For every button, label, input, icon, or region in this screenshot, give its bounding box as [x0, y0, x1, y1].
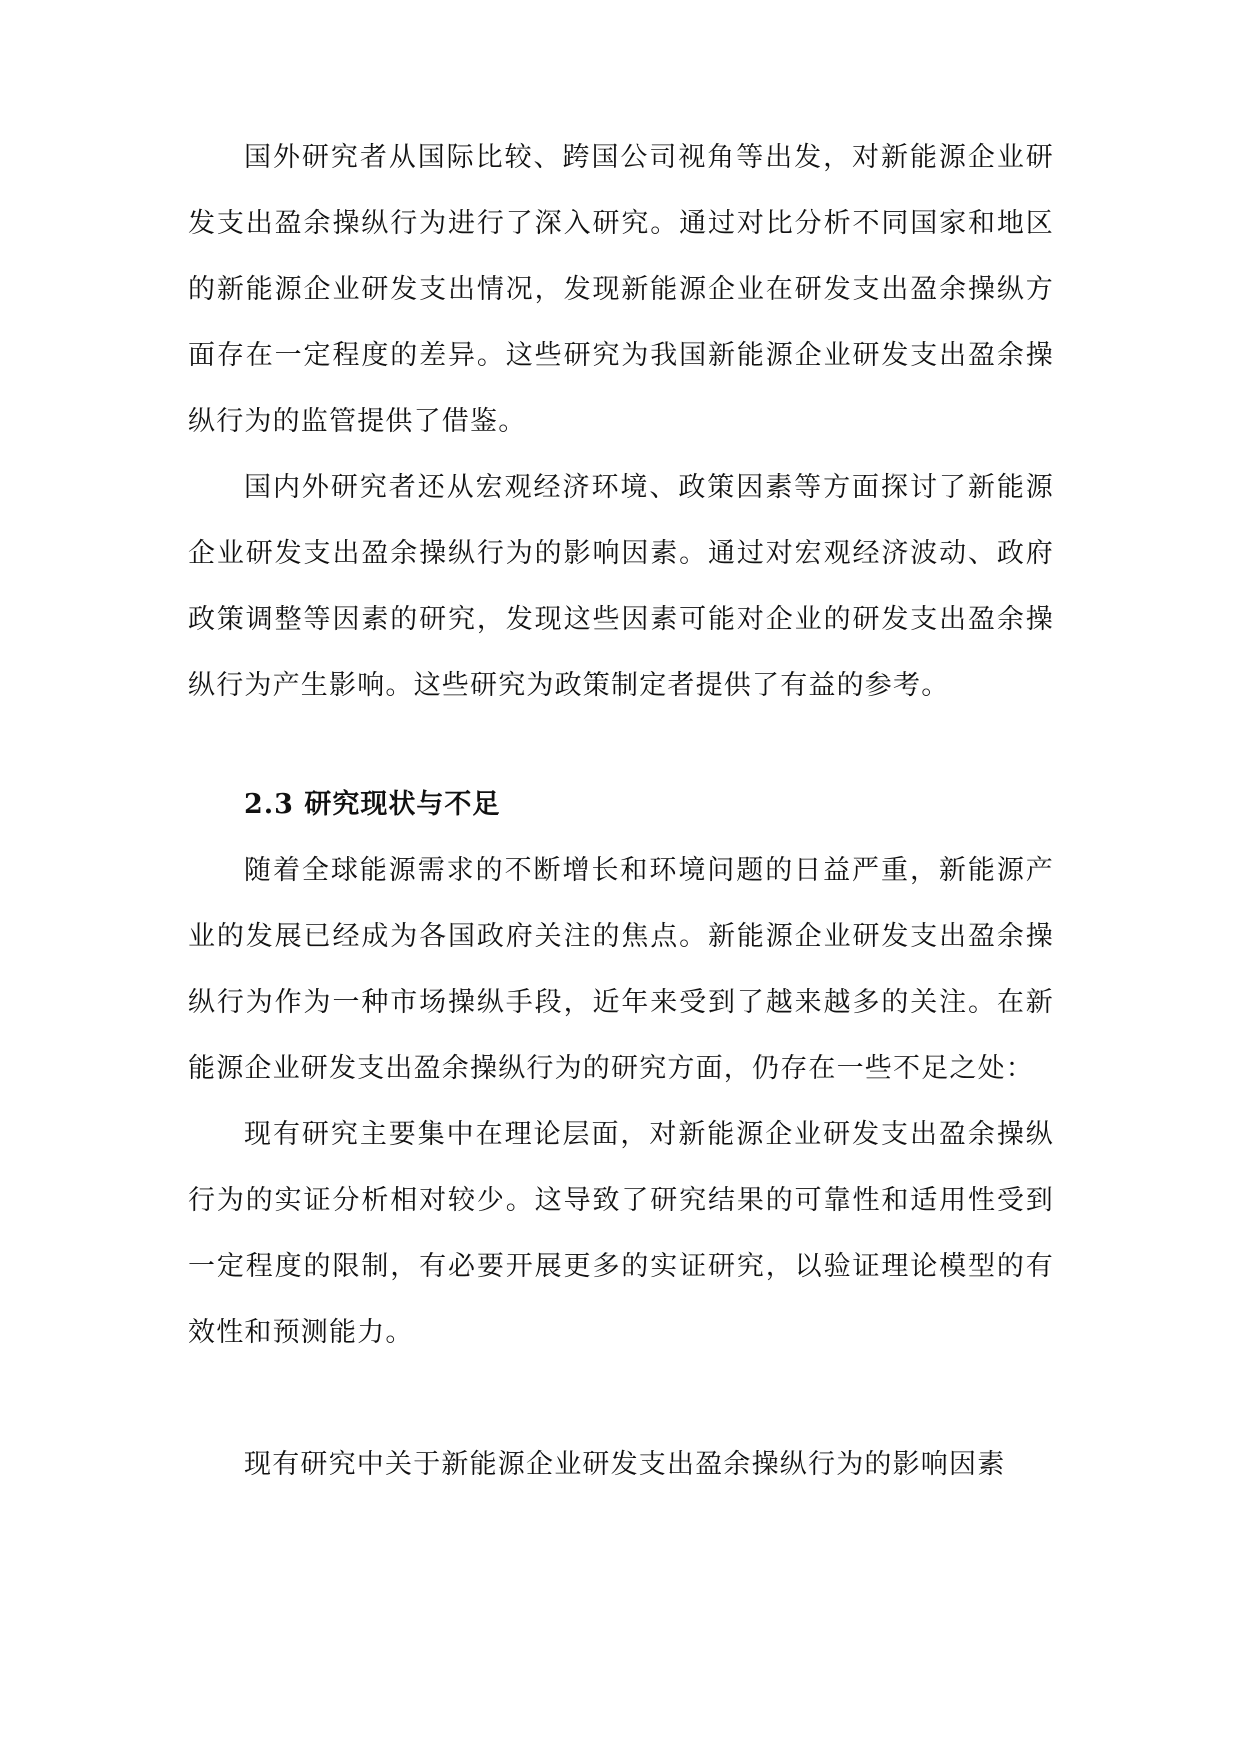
section-heading: 2.3 研究现状与不足 — [244, 789, 501, 820]
paragraph-current-status: 随着全球能源需求的不断增长和环境问题的日益严重，新能源产业的发展已经成为各国政府关注的焦点。新能源企业研发支出盈余操纵行为作为一种市场操纵手段，近年来受到了越来越多的关注。在新能源企业研发支出盈余操纵行为的研究方面，仍存在一些不足之处： — [188, 855, 1054, 1084]
paragraph-macro-factors: 国内外研究者还从宏观经济环境、政策因素等方面探讨了新能源企业研发支出盈余操纵行为的影响因素。通过对宏观经济波动、政府政策调整等因素的研究，发现这些因素可能对企业的研发支出盈余操纵行为产生影响。这些研究为政策制定者提供了有益的参考。 — [188, 472, 1054, 701]
paragraph-international-research: 国外研究者从国际比较、跨国公司视角等出发，对新能源企业研发支出盈余操纵行为进行了深入研究。通过对比分析不同国家和地区的新能源企业研发支出情况，发现新能源企业在研发支出盈余操纵方面存在一定程度的差异。这些研究为我国新能源企业研发支出盈余操纵行为的监管提供了借鉴。 — [188, 142, 1054, 437]
paragraph-empirical-gap: 现有研究主要集中在理论层面，对新能源企业研发支出盈余操纵行为的实证分析相对较少。这导致了研究结果的可靠性和适用性受到一定程度的限制，有必要开展更多的实证研究，以验证理论模型的有效性和预测能力。 — [188, 1119, 1054, 1348]
paragraph-influence-factors: 现有研究中关于新能源企业研发支出盈余操纵行为的影响因素 — [244, 1449, 1006, 1480]
